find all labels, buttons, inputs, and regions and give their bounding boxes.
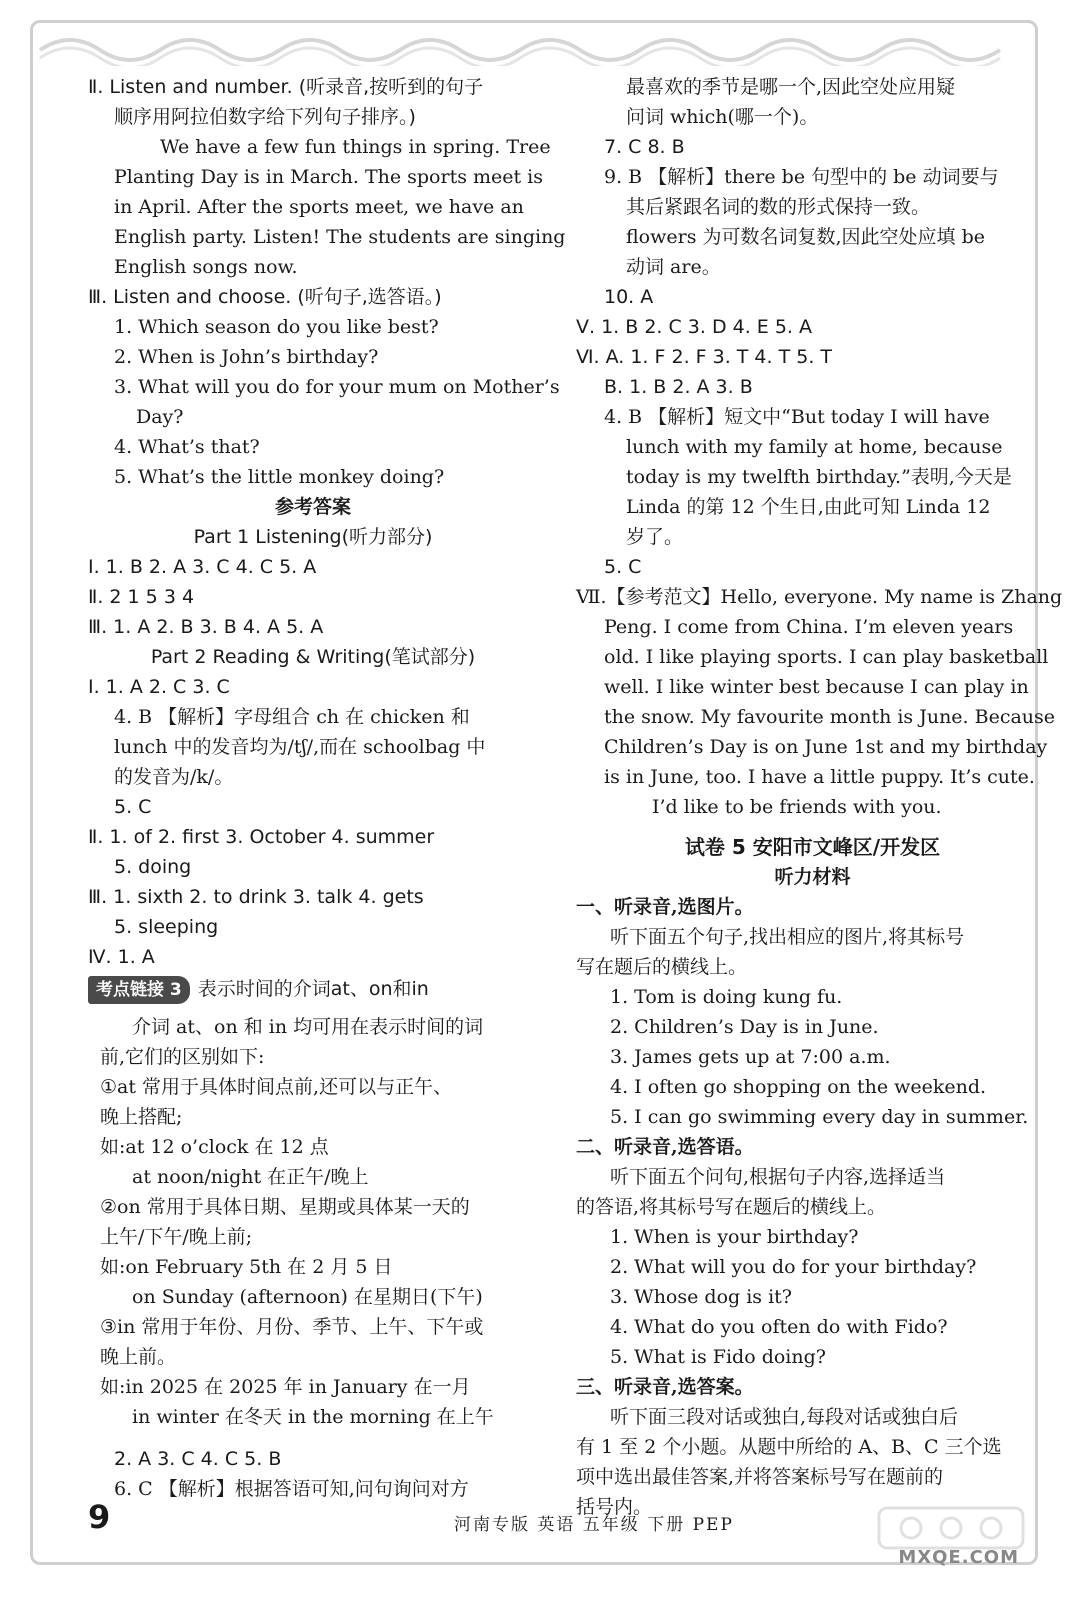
instruction-line: 的答语,将其标号写在题后的横线上。 xyxy=(576,1196,887,1218)
answer-explanation: 问词 which(哪一个)。 xyxy=(626,106,819,128)
script-line: 4. What do you often do with Fido? xyxy=(610,1316,948,1338)
script-line: 2. What will you do for your birthday? xyxy=(610,1256,977,1278)
model-essay: Children’s Day is on June 1st and my birthday xyxy=(604,736,1048,758)
answer-explanation: 4. B 【解析】短文中“But today I will have xyxy=(604,406,990,428)
answer-explanation: 的发音为/k/。 xyxy=(114,766,234,788)
listening-material-heading: 听力材料 xyxy=(774,866,851,888)
note-line: 如:on February 5th 在 2 月 5 日 xyxy=(100,1256,393,1278)
answer-explanation: 4. B 【解析】字母组合 ch 在 chicken 和 xyxy=(114,706,470,728)
decorative-wave-border xyxy=(30,20,1038,66)
section-heading: 二、听录音,选答语。 xyxy=(576,1136,754,1158)
note-line: 前,它们的区别如下: xyxy=(100,1046,265,1068)
script-line: 2. Children’s Day is in June. xyxy=(610,1016,879,1038)
answer-line: Ⅲ. 1. A 2. B 3. B 4. A 5. A xyxy=(88,616,324,638)
answer-line: 5. sleeping xyxy=(114,916,219,938)
passage-line: English songs now. xyxy=(114,256,298,278)
answer-key-heading: 参考答案 xyxy=(274,496,351,518)
question-line: 1. Which season do you like best? xyxy=(114,316,439,338)
answer-line: 5. C xyxy=(604,556,642,578)
answer-line: Ⅵ. A. 1. F 2. F 3. T 4. T 5. T xyxy=(576,346,833,368)
section-heading: Ⅲ. Listen and choose. (听句子,选答语。) xyxy=(88,286,442,308)
instruction-line: 项中选出最佳答案,并将答案标号写在题前的 xyxy=(576,1466,944,1488)
instruction-line: 听下面五个问句,根据句子内容,选择适当 xyxy=(610,1166,946,1188)
note-line: ①at 常用于具体时间点前,还可以与正午、 xyxy=(100,1076,453,1098)
answer-line: Ⅴ. 1. B 2. C 3. D 4. E 5. A xyxy=(576,316,813,338)
section-heading: 三、听录音,选答案。 xyxy=(576,1376,754,1398)
question-line: 3. What will you do for your mum on Mother’s xyxy=(114,376,560,398)
answer-line: Ⅰ. 1. B 2. A 3. C 4. C 5. A xyxy=(88,556,317,578)
model-essay: is in June, too. I have a little puppy. It’s cute. xyxy=(604,766,1035,788)
passage-line: Planting Day is in March. The sports meet is xyxy=(114,166,544,188)
answer-line: Ⅲ. 1. sixth 2. to drink 3. talk 4. gets xyxy=(88,886,424,908)
answer-explanation: 9. B 【解析】there be 句型中的 be 动词要与 xyxy=(604,166,999,188)
answer-explanation: 其后紧跟名词的数的形式保持一致。 xyxy=(626,196,931,218)
answer-explanation: 动词 are。 xyxy=(626,256,721,278)
section-heading: 一、听录音,选图片。 xyxy=(576,896,754,918)
note-line: in winter 在冬天 in the morning 在上午 xyxy=(132,1406,494,1428)
script-line: 1. When is your birthday? xyxy=(610,1226,859,1248)
answer-line: Ⅱ. 2 1 5 3 4 xyxy=(88,586,195,608)
passage-line: English party. Listen! The students are singing xyxy=(114,226,566,248)
model-essay: old. I like playing sports. I can play basketball xyxy=(604,646,1049,668)
answer-explanation: Linda 的第 12 个生日,由此可知 Linda 12 xyxy=(626,496,991,518)
question-line: 5. What’s the little monkey doing? xyxy=(114,466,445,488)
instruction-line: 写在题后的横线上。 xyxy=(576,956,748,978)
note-line: at noon/night 在正午/晚上 xyxy=(132,1166,369,1188)
answer-line: 5. C xyxy=(114,796,152,818)
model-essay: Peng. I come from China. I’m eleven years xyxy=(604,616,1014,638)
answer-explanation: today is my twelfth birthday.”表明,今天是 xyxy=(626,466,1012,488)
note-line: 如:at 12 o’clock 在 12 点 xyxy=(100,1136,329,1158)
script-line: 4. I often go shopping on the weekend. xyxy=(610,1076,987,1098)
note-line: 上午/下午/晚上前; xyxy=(100,1226,253,1248)
model-essay: the snow. My favourite month is June. Because xyxy=(604,706,1056,728)
note-line: 晚上搭配; xyxy=(100,1106,183,1128)
note-line: ③in 常用于年份、月份、季节、上午、下午或 xyxy=(100,1316,484,1338)
answer-explanation: lunch 中的发音均为/tʃ/,而在 schoolbag 中 xyxy=(114,736,486,758)
answer-explanation: flowers 为可数名词复数,因此空处应填 be xyxy=(626,226,985,248)
answer-explanation: 6. C 【解析】根据答语可知,问句询问对方 xyxy=(114,1478,469,1500)
answer-line: 7. C 8. B xyxy=(604,136,685,158)
part1-heading: Part 1 Listening(听力部分) xyxy=(193,526,433,548)
model-essay: I’d like to be friends with you. xyxy=(652,796,942,818)
answer-line: Ⅳ. 1. A xyxy=(88,946,155,968)
answer-explanation: lunch with my family at home, because xyxy=(626,436,1003,458)
script-line: 3. James gets up at 7:00 a.m. xyxy=(610,1046,891,1068)
page-footer xyxy=(88,1498,988,1544)
answer-line: B. 1. B 2. A 3. B xyxy=(604,376,753,398)
note-line: on Sunday (afternoon) 在星期日(下午) xyxy=(132,1286,483,1308)
instruction-line: 听下面三段对话或独白,每段对话或独白后 xyxy=(610,1406,959,1428)
instruction-line: 听下面五个句子,找出相应的图片,将其标号 xyxy=(610,926,965,948)
note-line: 晚上前。 xyxy=(100,1346,177,1368)
question-line: Day? xyxy=(136,406,184,428)
question-line: 4. What’s that? xyxy=(114,436,260,458)
test-title: 试卷 5 安阳市文峰区/开发区 xyxy=(684,835,941,859)
instruction-line: 有 1 至 2 个小题。从题中所给的 A、B、C 三个选 xyxy=(576,1436,1002,1458)
watermark-text: MXQE.COM xyxy=(898,1547,1019,1568)
script-line: 5. What is Fido doing? xyxy=(610,1346,826,1368)
model-essay: well. I like winter best because I can play in xyxy=(604,676,1029,698)
page-number: 9 xyxy=(88,1498,111,1536)
kaodian-chip: 考点链接 3 xyxy=(88,976,190,1004)
section-heading: Ⅱ. Listen and number. (听录音,按听到的句子 xyxy=(88,76,484,98)
kaodian-box xyxy=(88,976,429,1004)
answer-explanation: 最喜欢的季节是哪一个,因此空处应用疑 xyxy=(626,76,956,98)
footer-text: 河南专版 英语 五年级 下册 PEP xyxy=(454,1515,734,1535)
passage-line: in April. After the sports meet, we have an xyxy=(114,196,524,218)
note-line: 如:in 2025 在 2025 年 in January 在一月 xyxy=(100,1376,471,1398)
instruction-line: 括号内。 xyxy=(576,1496,653,1518)
answer-explanation: 岁了。 xyxy=(626,526,684,548)
kaodian-title: 表示时间的介词at、on和in xyxy=(197,978,429,1000)
question-line: 2. When is John’s birthday? xyxy=(114,346,379,368)
section-heading-cont: 顺序用阿拉伯数字给下列句子排序。) xyxy=(114,106,416,128)
script-line: 3. Whose dog is it? xyxy=(610,1286,792,1308)
answer-line: 5. doing xyxy=(114,856,192,878)
script-line: 5. I can go swimming every day in summer. xyxy=(610,1106,1029,1128)
script-line: 1. Tom is doing kung fu. xyxy=(610,986,843,1008)
note-line: ②on 常用于具体日期、星期或具体某一天的 xyxy=(100,1196,470,1218)
note-line: 介词 at、on 和 in 均可用在表示时间的词 xyxy=(132,1016,484,1038)
answer-line: 10. A xyxy=(604,286,654,308)
part2-heading: Part 2 Reading & Writing(笔试部分) xyxy=(150,646,476,668)
answer-line: Ⅰ. 1. A 2. C 3. C xyxy=(88,676,230,698)
passage-line: We have a few fun things in spring. Tree xyxy=(160,136,551,158)
model-essay: Ⅶ.【参考范文】Hello, everyone. My name is Zhang xyxy=(576,586,1063,608)
answer-line: 2. A 3. C 4. C 5. B xyxy=(114,1448,282,1470)
answer-line: Ⅱ. 1. of 2. first 3. October 4. summer xyxy=(88,826,435,848)
